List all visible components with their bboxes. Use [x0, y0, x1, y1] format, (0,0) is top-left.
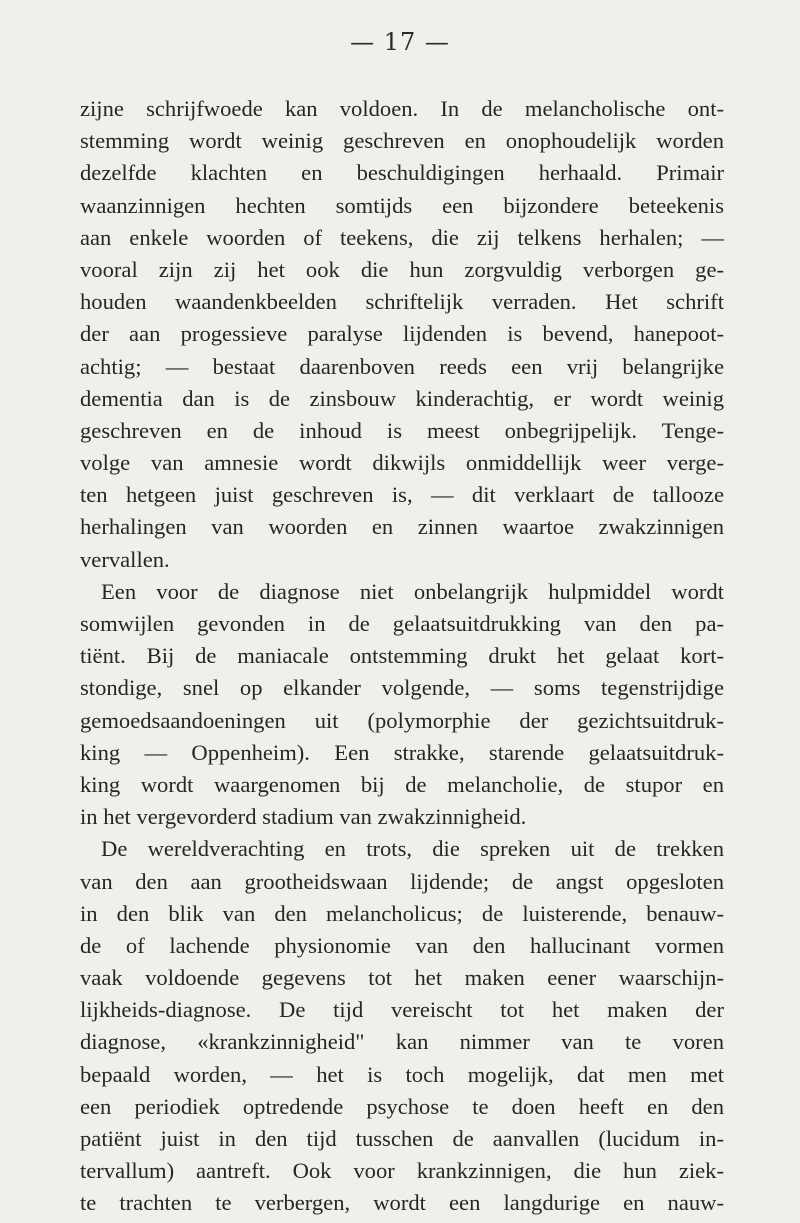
text-line: somwijlen gevonden in de gelaatsuitdrukking van den pa- — [80, 611, 724, 636]
text-line: vaak voldoende gegevens tot het maken eener waarschijn- — [80, 965, 724, 991]
text-line: ten hetgeen juist geschreven is, — dit verklaart de tallooze — [80, 482, 724, 508]
text-line: de of lachende physionomie van den hallucinant vormen — [80, 932, 724, 958]
text-line: stondige, snel op elkander volgende, — soms tegenstrijdige — [80, 675, 724, 701]
text-line: van den aan grootheidswaan lijdende; de angst opgesloten — [80, 868, 724, 894]
text-line: king wordt waargenomen bij de melancholie, de stupor en — [80, 771, 724, 797]
text-line: tervallum) aantreft. Ook voor krankzinnigen, die hun ziek- — [80, 1158, 724, 1184]
text-line: patiënt juist in den tijd tusschen de aanvallen (lucidum in- — [80, 1126, 724, 1151]
text-line: De wereldverachting en trots, die spreken uit de trekken — [101, 836, 724, 862]
text-line: der aan progessieve paralyse lijdenden is bevend, hanepoot- — [80, 321, 724, 347]
text-line: king — Oppenheim). Een strakke, starende gelaatsuitdruk- — [80, 739, 724, 765]
text-line: diagnose, «krankzinnigheid" kan nimmer van te voren — [80, 1029, 724, 1055]
text-line: lijkheids-diagnose. De tijd vereischt tot het maken der — [80, 997, 724, 1023]
text-line: vooral zijn zij het ook die hun zorgvuldig verborgen ge- — [80, 256, 724, 282]
text-line: volge van amnesie wordt dikwijls onmiddellijk weer verge- — [80, 450, 724, 476]
text-line: dementia dan is de zinsbouw kinderachtig, er wordt weinig — [80, 385, 724, 411]
text-line: houden waandenkbeelden schriftelijk verraden. Het schrift — [80, 289, 724, 315]
text-line: stemming wordt weinig geschreven en onophoudelijk worden — [80, 128, 724, 154]
text-line: dezelfde klachten en beschuldigingen herhaald. Primair — [80, 160, 724, 186]
text-line: een periodiek optredende psychose te doen heeft en den — [80, 1093, 724, 1119]
text-line: gemoedsaandoeningen uit (polymorphie der gezichtsuitdruk- — [80, 707, 724, 733]
text-line: te trachten te verbergen, wordt een langdurige en nauw- — [80, 1190, 724, 1216]
text-line: waanzinnigen hechten somtijds een bijzondere beteekenis — [80, 192, 724, 218]
body-text — [80, 93, 724, 1220]
text-line: herhalingen van woorden en zinnen waartoe zwakzinnigen — [80, 514, 724, 540]
text-line: zijne schrijfwoede kan voldoen. In de melancholische ont- — [80, 96, 724, 121]
text-line: achtig; — bestaat daarenboven reeds een vrij belangrijke — [80, 353, 724, 379]
text-line: geschreven en de inhoud is meest onbegrijpelijk. Tenge- — [80, 417, 724, 443]
text-line: tiënt. Bij de maniacale ontstemming drukt het gelaat kort- — [80, 643, 724, 669]
text-line: vervallen. — [80, 546, 170, 572]
page-number: — 17 — — [350, 28, 450, 56]
text-line: Een voor de diagnose niet onbelangrijk hulpmiddel wordt — [101, 578, 724, 604]
text-line: in den blik van den melancholicus; de luisterende, benauw- — [80, 900, 724, 926]
text-line: bepaald worden, — het is toch mogelijk, dat men met — [80, 1061, 724, 1087]
text-line: in het vergevorderd stadium van zwakzinnigheid. — [80, 804, 527, 830]
text-line: aan enkele woorden of teekens, die zij telkens herhalen; — — [80, 224, 724, 250]
